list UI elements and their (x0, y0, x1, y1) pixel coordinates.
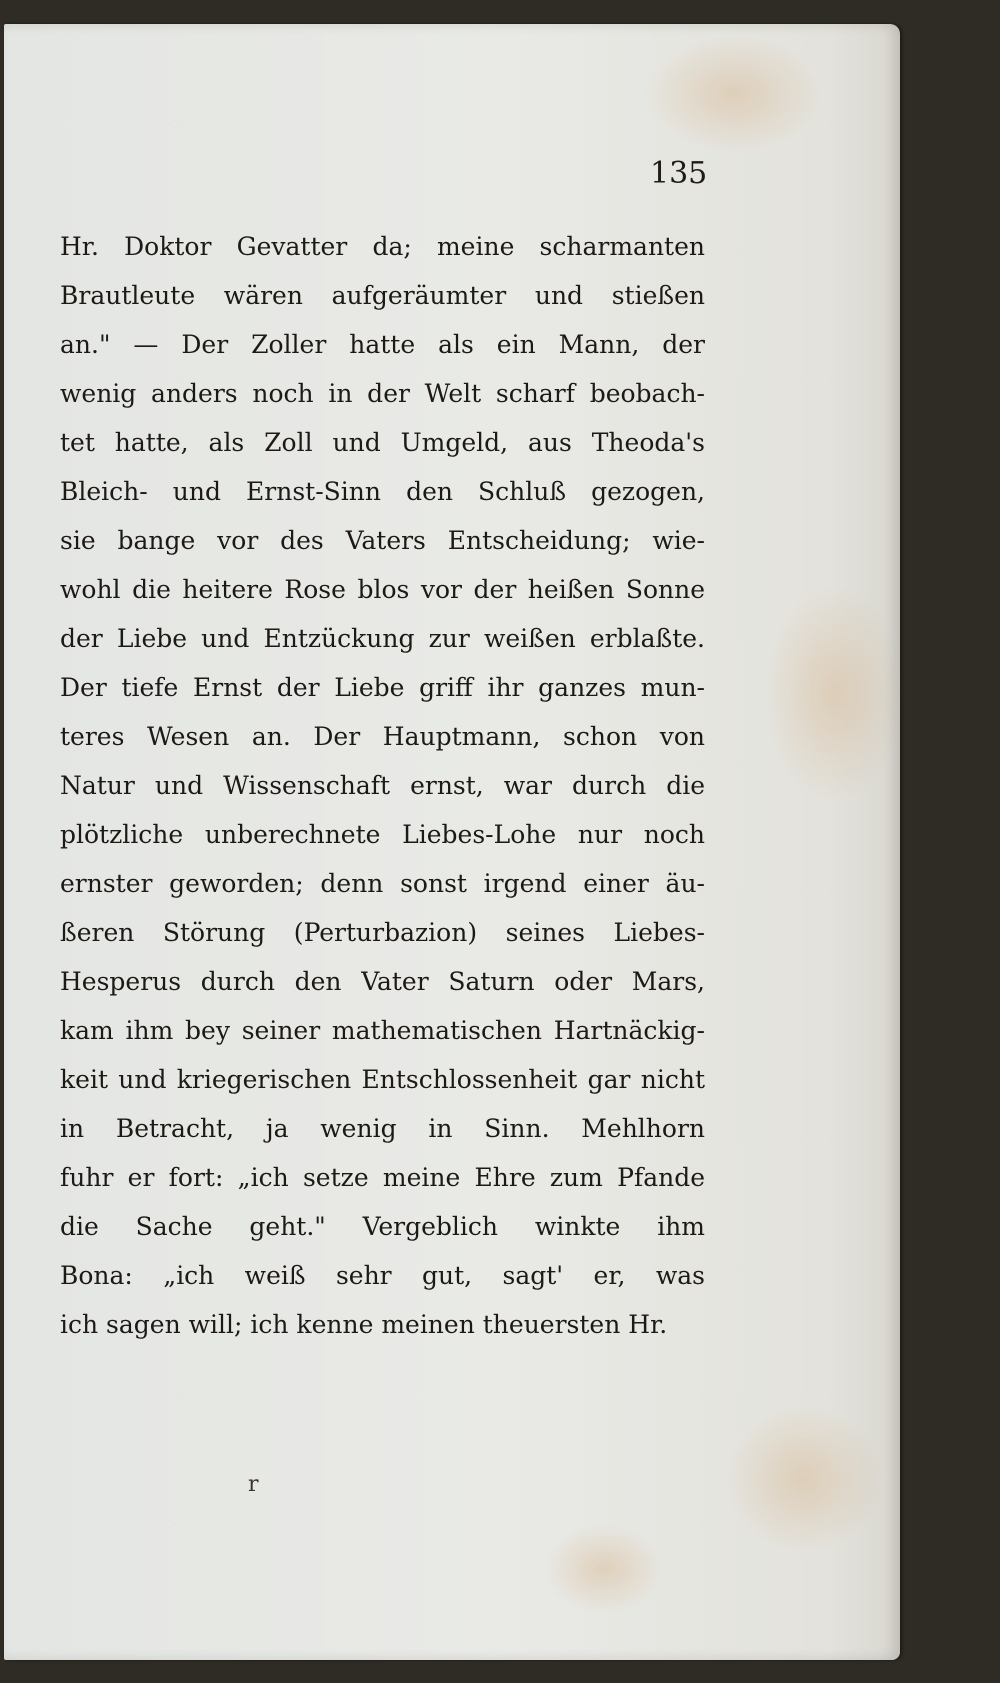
text-line: an." — Der Zoller hatte als ein Mann, der (60, 330, 705, 359)
text-line: tet hatte, als Zoll und Umgeld, aus Theoda's (60, 428, 705, 457)
footer-mark: r (248, 1472, 259, 1497)
text-line: kam ihm bey seiner mathematischen Hartnäckig- (60, 1016, 705, 1045)
text-line: in Betracht, ja wenig in Sinn. Mehlhorn (60, 1114, 705, 1143)
text-line: die Sache geht." Vergeblich winkte ihm (60, 1212, 705, 1241)
text-line: Hr. Doktor Gevatter da; meine scharmanten (60, 232, 705, 261)
text-line: Hesperus durch den Vater Saturn oder Mars, (60, 967, 705, 996)
body-text (60, 222, 705, 1349)
text-line: fuhr er fort: „ich setze meine Ehre zum Pfande (60, 1163, 705, 1192)
page-number: 135 (650, 156, 708, 191)
text-line: ich sagen will; ich kenne meinen theuersten Hr. (60, 1310, 668, 1339)
text-line: Natur und Wissenschaft ernst, war durch die (60, 771, 705, 800)
paper-stain (764, 584, 904, 804)
text-line: Bona: „ich weiß sehr gut, sagt' er, was (60, 1261, 705, 1290)
text-line: teres Wesen an. Der Hauptmann, schon von (60, 722, 705, 751)
text-line: Der tiefe Ernst der Liebe griff ihr ganzes mun- (60, 673, 705, 702)
text-line: ernster geworden; denn sonst irgend einer äu- (60, 869, 705, 898)
text-line: plötzliche unberechnete Liebes-Lohe nur noch (60, 820, 705, 849)
paper-stain (544, 1524, 664, 1614)
text-line: wohl die heitere Rose blos vor der heißen Sonne (60, 575, 705, 604)
text-line: wenig anders noch in der Welt scharf beobach- (60, 379, 705, 408)
text-line: der Liebe und Entzückung zur weißen erblaßte. (60, 624, 705, 653)
text-line: keit und kriegerischen Entschlossenheit gar nicht (60, 1065, 705, 1094)
text-line: Bleich- und Ernst-Sinn den Schluß gezogen, (60, 477, 705, 506)
text-line: sie bange vor des Vaters Entscheidung; wie- (60, 526, 705, 555)
text-line: Brautleute wären aufgeräumter und stießen (60, 281, 705, 310)
paper-stain (724, 1404, 884, 1554)
paper-stain (644, 34, 824, 154)
text-line: ßeren Störung (Perturbazion) seines Liebes- (60, 918, 705, 947)
